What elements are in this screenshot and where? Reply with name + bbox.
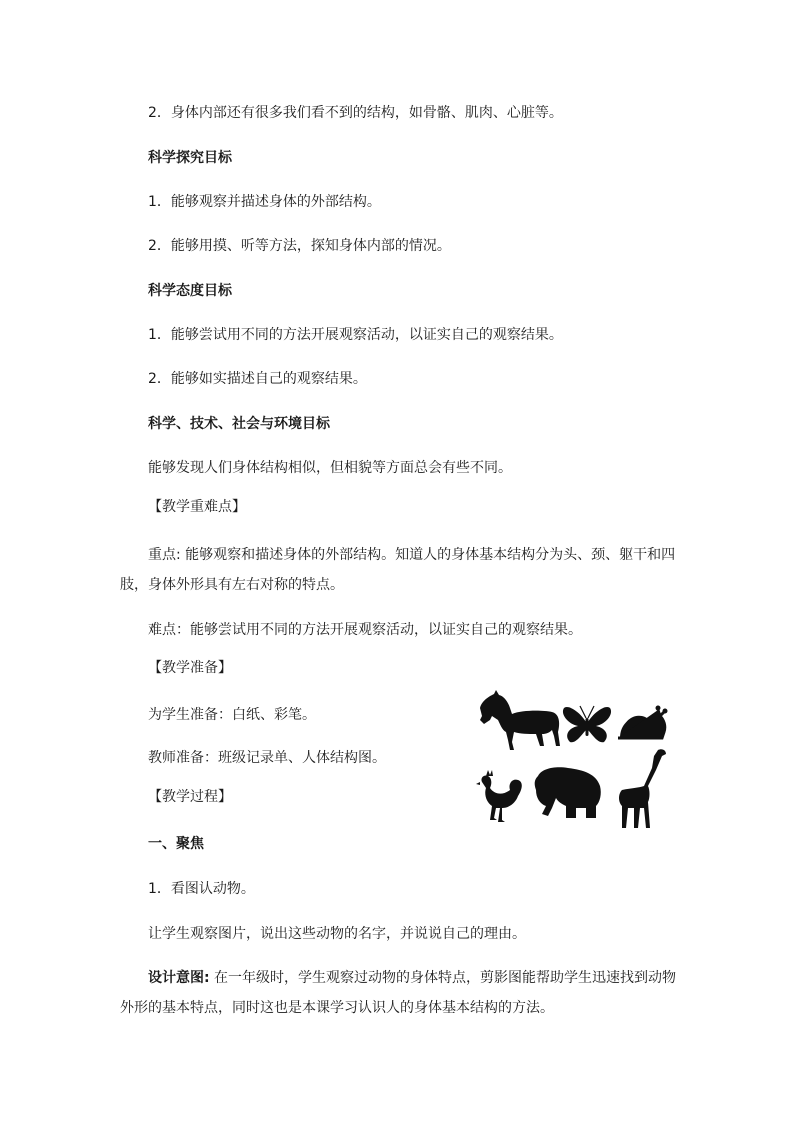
design-intent-line-2: 外形的基本特点，同时这也是本课学习认识人的身体基本结构的方法。 — [120, 1000, 554, 1016]
section-focus: 一、聚焦 — [148, 836, 204, 852]
design-intent-label: 设计意图: — [148, 970, 210, 986]
student-preparation: 为学生准备：白纸、彩笔。 — [148, 707, 316, 723]
key-point-line-2: 肢，身体外形具有左右对称的特点。 — [120, 577, 344, 593]
elephant-silhouette — [535, 767, 601, 818]
heading-key-difficult-points: 【教学重难点】 — [148, 499, 246, 515]
heading-teaching-preparation: 【教学准备】 — [148, 660, 232, 676]
step-instruction: 让学生观察图片，说出这些动物的名字，并说说自己的理由。 — [148, 926, 526, 942]
butterfly-silhouette — [563, 706, 611, 742]
key-point-line-1: 重点: 能够观察和描述身体的外部结构。知道人的身体基本结构分为头、颈、躯干和四 — [148, 547, 676, 563]
inquiry-goal-2: 2．能够用摸、听等方法，探知身体内部的情况。 — [148, 238, 451, 254]
attitude-goal-1: 1．能够尝试用不同的方法开展观察活动，以证实自己的观察结果。 — [148, 327, 563, 343]
knowledge-point-2: 2．身体内部还有很多我们看不到的结构，如骨骼、肌肉、心脏等。 — [148, 105, 563, 121]
heading-stse-goals: 科学、技术、社会与环境目标 — [148, 416, 330, 432]
inquiry-goal-1: 1．能够观察并描述身体的外部结构。 — [148, 194, 381, 210]
giraffe-silhouette — [619, 749, 666, 828]
horse-silhouette — [480, 690, 560, 750]
difficult-point: 难点：能够尝试用不同的方法开展观察活动，以证实自己的观察结果。 — [148, 622, 582, 638]
design-intent-text: 在一年级时，学生观察过动物的身体特点，剪影图能帮助学生迅速找到动物 — [209, 970, 677, 986]
attitude-goal-2: 2．能够如实描述自己的观察结果。 — [148, 371, 367, 387]
heading-science-inquiry-goals: 科学探究目标 — [148, 150, 232, 166]
design-intent-line-1 — [148, 968, 676, 988]
rooster-silhouette — [476, 770, 522, 822]
heading-science-attitude-goals: 科学态度目标 — [148, 283, 232, 299]
step-look-at-animals: 1．看图认动物。 — [148, 881, 255, 897]
stse-goal: 能够发现人们身体结构相似，但相貌等方面总会有些不同。 — [148, 460, 512, 476]
snail-silhouette — [618, 706, 668, 739]
animal-silhouettes-figure — [472, 690, 672, 830]
teacher-preparation: 教师准备：班级记录单、人体结构图。 — [148, 750, 386, 766]
heading-teaching-process: 【教学过程】 — [148, 789, 232, 805]
